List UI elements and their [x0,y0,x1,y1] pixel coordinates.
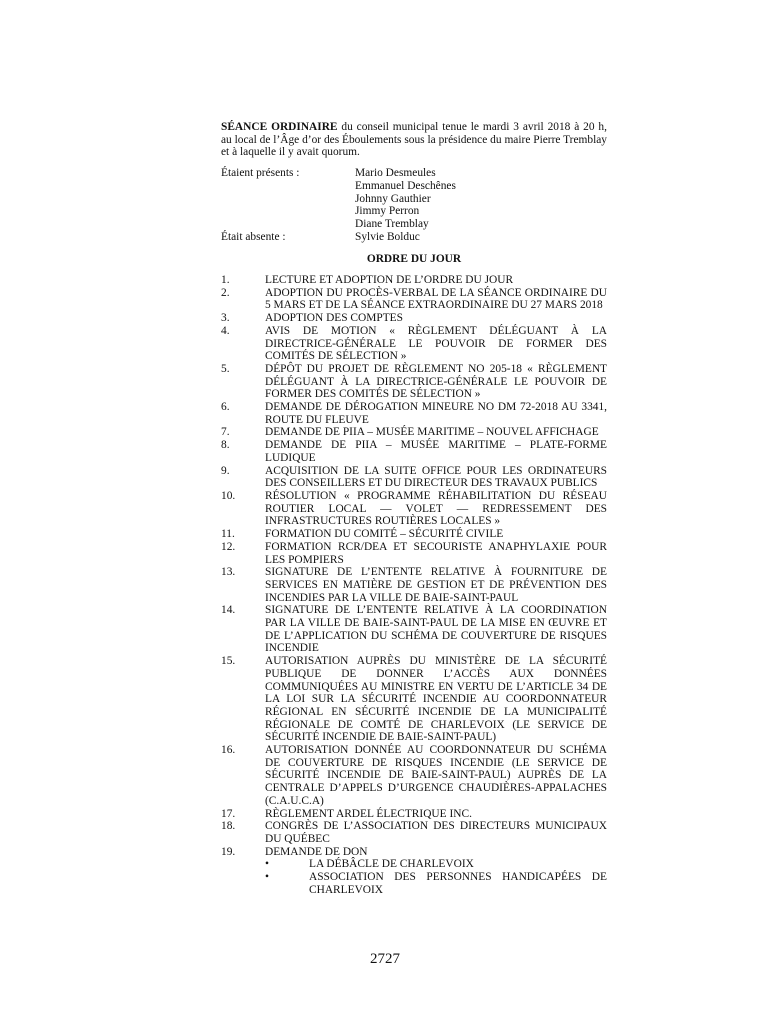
agenda-item-text [265,846,607,897]
attendance [221,167,607,243]
agenda-item-label: FORMATION RCR/DEA ET SECOURISTE ANAPHYLAXIE POUR LES POMPIERS [265,540,607,566]
bullet-icon: • [265,858,269,871]
page-number: 2727 [370,951,400,967]
agenda-item [221,655,607,744]
agenda-title: ORDRE DU JOUR [366,253,462,266]
donation-item-text: LA DÉBÂCLE DE CHARLEVOIX [309,858,474,871]
agenda-item-number: 9. [221,464,230,477]
agenda-item-number: 11. [221,528,235,541]
donation-item-text: ASSOCIATION DES PERSONNES HANDICAPÉES DE CHARLEVOIX [309,871,607,896]
agenda-item-text [265,820,607,845]
agenda-item [221,820,607,845]
agenda-item-text [265,528,607,541]
agenda-item-number: 6. [221,401,230,414]
donation-item [265,871,607,896]
agenda-item-text [265,655,607,744]
agenda-item [221,808,607,821]
agenda-item-text [265,401,607,426]
agenda-item-text [265,465,607,490]
agenda-item [221,465,607,490]
agenda-item [221,426,607,439]
session-description: du conseil municipal tenue le mardi 3 avril 2018 à 20 h, au local de l’Âge d’or des Éboulements sous la présidence du maire Pierre Tremblay et à laquelle il y avait quorum. [221,121,607,159]
agenda-item [221,439,607,464]
agenda-item [221,846,607,897]
agenda-item [221,363,607,401]
agenda-item-label: AUTORISATION AUPRÈS DU MINISTÈRE DE LA SÉCURITÉ PUBLIQUE DE DONNER L’ACCÈS AUX DONNÉES COMMUNIQUÉES AU MINISTRE EN VERTU DE L’ARTICLE 34 DE LA LOI SUR LA SÉCURITÉ INCENDIE AU COORDONNATEUR RÉGIONAL EN SÉCURITÉ INCENDIE DE LA MUNICIPALITÉ RÉGIONALE DE COMTÉ DE CHARLEVOIX (LE SERVICE DE SÉCURITÉ INCENDIE DE BAIE-SAINT-PAUL) [265,655,607,744]
session-intro [221,121,607,159]
agenda-item-number: 18. [221,820,236,833]
agenda-item-text [265,566,607,604]
agenda-item [221,325,607,363]
agenda-item-number: 3. [221,312,230,325]
agenda-item-label: RÉSOLUTION « PROGRAMME RÉHABILITATION DU RÉSEAU ROUTIER LOCAL — VOLET — REDRESSEMENT DES INFRASTRUCTURES ROUTIÈRES LOCALES » [265,489,607,528]
present-label: Étaient présents : [221,167,300,180]
agenda-item-text [265,439,607,464]
absent-member: Sylvie Bolduc [355,230,420,243]
agenda-item-label: DEMANDE DE DÉROGATION MINEURE NO DM 72-2018 AU 3341, ROUTE DU FLEUVE [265,401,607,426]
agenda-item-label: ACQUISITION DE LA SUITE OFFICE POUR LES ORDINATEURS DES CONSEILLERS ET DU DIRECTEUR DES TRAVAUX PUBLICS [265,464,607,490]
present-member: Mario Desmeules [355,167,436,180]
agenda-item-label: ADOPTION DU PROCÈS-VERBAL DE LA SÉANCE ORDINAIRE DU 5 MARS ET DE LA SÉANCE EXTRAORDINAIRE DU 27 MARS 2018 [265,286,607,312]
present-list [355,167,456,231]
present-member: Jimmy Perron [355,205,420,218]
agenda-item-number: 14. [221,604,236,617]
agenda-item-text [265,541,607,566]
agenda-item [221,541,607,566]
agenda-item [221,566,607,604]
agenda-item-text [265,287,607,312]
agenda-item-label: CONGRÈS DE L’ASSOCIATION DES DIRECTEURS MUNICIPAUX DU QUÉBEC [265,820,607,845]
agenda-list [221,274,607,896]
agenda-item-number: 13. [221,566,236,579]
agenda-item [221,604,607,655]
present-member: Johnny Gauthier [355,192,431,205]
agenda-item-label: ADOPTION DES COMPTES [265,312,403,325]
agenda-item-number: 17. [221,807,236,820]
bullet-icon: • [265,871,269,884]
present-member: Diane Tremblay [355,217,429,230]
agenda-item-text [265,808,607,821]
agenda-item-label: SIGNATURE DE L’ENTENTE RELATIVE À LA COORDINATION PAR LA VILLE DE BAIE-SAINT-PAUL DE LA MISE EN ŒUVRE ET DE L’APPLICATION DU SCHÉMA DE COUVERTURE DE RISQUES INCENDIE [265,604,607,655]
agenda-item-text [265,312,607,325]
agenda-item-number: 7. [221,426,230,439]
donation-item [265,858,607,871]
agenda-item-number: 4. [221,324,230,337]
donation-list [265,858,607,896]
present-row [221,167,607,231]
agenda-item-number: 5. [221,362,230,375]
session-type: SÉANCE ORDINAIRE [221,121,338,133]
agenda-item-label: DEMANDE DE PIIA – MUSÉE MARITIME – PLATE-FORME LUDIQUE [265,439,607,464]
agenda-item-label: AVIS DE MOTION « RÈGLEMENT DÉLÉGUANT À LA DIRECTRICE-GÉNÉRALE LE POUVOIR DE FORMER DES COMITÉS DE SÉLECTION » [265,324,607,363]
agenda-item [221,744,607,808]
present-member: Emmanuel Deschênes [355,179,456,192]
agenda-item [221,401,607,426]
agenda-item-text [265,325,607,363]
agenda-item-number: 12. [221,540,236,553]
agenda-item-text [265,274,607,287]
agenda-item-number: 8. [221,439,230,452]
agenda-item-text [265,604,607,655]
agenda-item-number: 2. [221,286,230,299]
agenda-item-label: RÈGLEMENT ARDEL ÉLECTRIQUE INC. [265,807,472,820]
minutes-content [221,121,607,896]
agenda-item-number: 16. [221,744,236,757]
agenda-item-number: 10. [221,489,236,502]
agenda-item-label: SIGNATURE DE L’ENTENTE RELATIVE À FOURNITURE DE SERVICES EN MATIÈRE DE GESTION ET DE PRÉVENTION DES INCENDIES PAR LA VILLE DE BAIE-SAINT-PAUL [265,566,607,604]
agenda-item-number: 1. [221,274,230,287]
agenda-item-text [265,744,607,808]
agenda-item-label: DEMANDE DE DON [265,845,368,858]
agenda-item [221,312,607,325]
agenda-item-label: AUTORISATION DONNÉE AU COORDONNATEUR DU SCHÉMA DE COUVERTURE DE RISQUES INCENDIE (LE SERVICE DE SÉCURITÉ INCENDIE DE BAIE-SAINT-PAUL) AUPRÈS DE LA CENTRALE D’APPELS D’URGENCE CHAUDIÈRES-APPALACHES (C.A.U.C.A) [265,744,607,807]
agenda-item [221,287,607,312]
absent-row [221,231,607,244]
agenda-item-text [265,363,607,401]
agenda-item-text [265,426,607,439]
agenda-item [221,528,607,541]
agenda-item-number: 19. [221,845,236,858]
agenda-item [221,274,607,287]
agenda-item-label: DEMANDE DE PIIA – MUSÉE MARITIME – NOUVEL AFFICHAGE [265,426,599,439]
agenda-item-label: FORMATION DU COMITÉ – SÉCURITÉ CIVILE [265,528,504,541]
agenda-item-number: 15. [221,655,236,668]
agenda-item [221,490,607,528]
agenda-item-label: LECTURE ET ADOPTION DE L’ORDRE DU JOUR [265,274,514,287]
agenda-item-label: DÉPÔT DU PROJET DE RÈGLEMENT NO 205-18 « RÈGLEMENT DÉLÉGUANT À LA DIRECTRICE-GÉNÉRALE LE POUVOIR DE FORMER DES COMITÉS DE SÉLECTION » [265,362,607,401]
absent-label: Était absente : [221,230,286,243]
agenda-item-text [265,490,607,528]
